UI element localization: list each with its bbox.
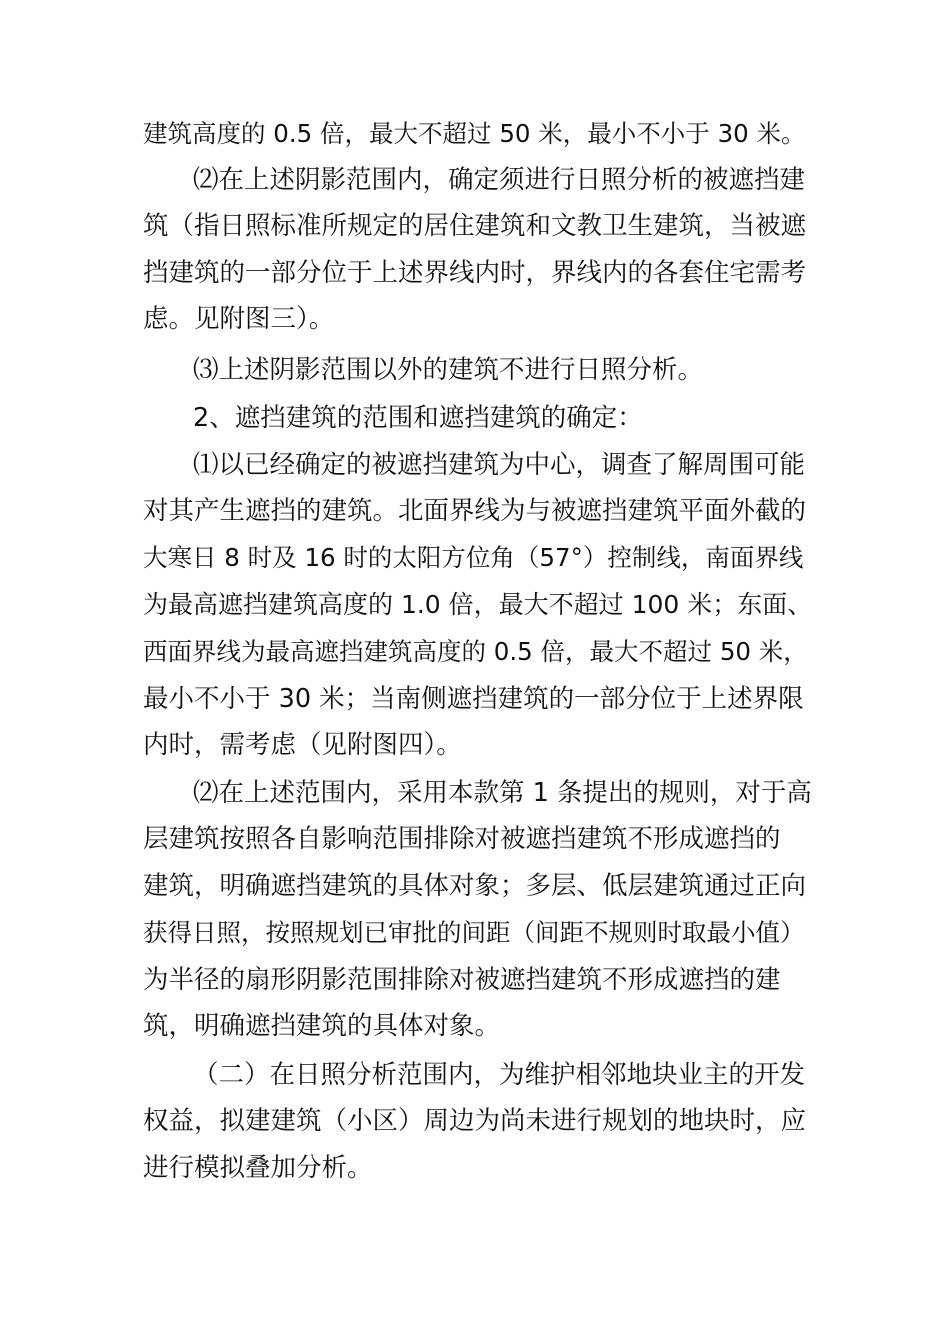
- text-line-14: 内时，需考虑（见附图四）。: [143, 730, 462, 760]
- text-line-21: （二）在日照分析范围内，为维护相邻地块业主的开发: [193, 1060, 806, 1090]
- text-line-20: 筑，明确遮挡建筑的具体对象。: [143, 1011, 501, 1041]
- text-line-1: 建筑高度的 0.5 倍，最大不超过 50 米，最小不小于 30 米。: [143, 119, 806, 148]
- text-line-19: 为半径的扇形阴影范围排除对被遮挡建筑不形成遮挡的建: [143, 965, 781, 995]
- text-line-23: 进行模拟叠加分析。: [143, 1153, 373, 1183]
- text-line-5: 虑。见附图三）。: [143, 304, 335, 334]
- text-line-12: 西面界线为最高遮挡建筑高度的 0.5 倍，最大不超过 50 米，: [143, 637, 808, 666]
- text-line-15: ⑵在上述范围内，采用本款第 1 条提出的规则，对于高: [193, 778, 812, 808]
- text-line-6: ⑶上述阴影范围以外的建筑不进行日照分析。: [193, 355, 704, 385]
- text-line-11: 为最高遮挡建筑高度的 1.0 倍，最大不超过 100 米；东面、: [143, 590, 813, 619]
- text-line-10: 大寒日 8 时及 16 时的太阳方位角（57°）控制线，南面界线: [143, 543, 804, 572]
- text-line-4: 挡建筑的一部分位于上述界线内时，界线内的各套住宅需考: [143, 258, 807, 288]
- text-line-2: ⑵在上述阴影范围内，确定须进行日照分析的被遮挡建: [193, 165, 806, 195]
- text-line-8: ⑴以已经确定的被遮挡建筑为中心，调查了解周围可能: [193, 450, 806, 480]
- text-line-16: 层建筑按照各自影响范围排除对被遮挡建筑不形成遮挡的: [143, 824, 781, 854]
- text-line-17: 建筑，明确遮挡建筑的具体对象；多层、低层建筑通过正向: [143, 871, 807, 901]
- text-line-18: 获得日照，按照规划已审批的间距（间距不规则时取最小值）: [143, 918, 805, 947]
- text-line-13: 最小不小于 30 米；当南侧遮挡建筑的一部分位于上述界限: [143, 684, 804, 714]
- text-line-22: 权益，拟建建筑（小区）周边为尚未进行规划的地块时，应: [143, 1106, 807, 1136]
- text-line-7: 2、遮挡建筑的范围和遮挡建筑的确定：: [193, 403, 643, 433]
- text-line-3: 筑（指日照标准所规定的居住建筑和文教卫生建筑，当被遮: [143, 211, 807, 241]
- text-line-9: 对其产生遮挡的建筑。北面界线为与被遮挡建筑平面外截的: [143, 496, 807, 526]
